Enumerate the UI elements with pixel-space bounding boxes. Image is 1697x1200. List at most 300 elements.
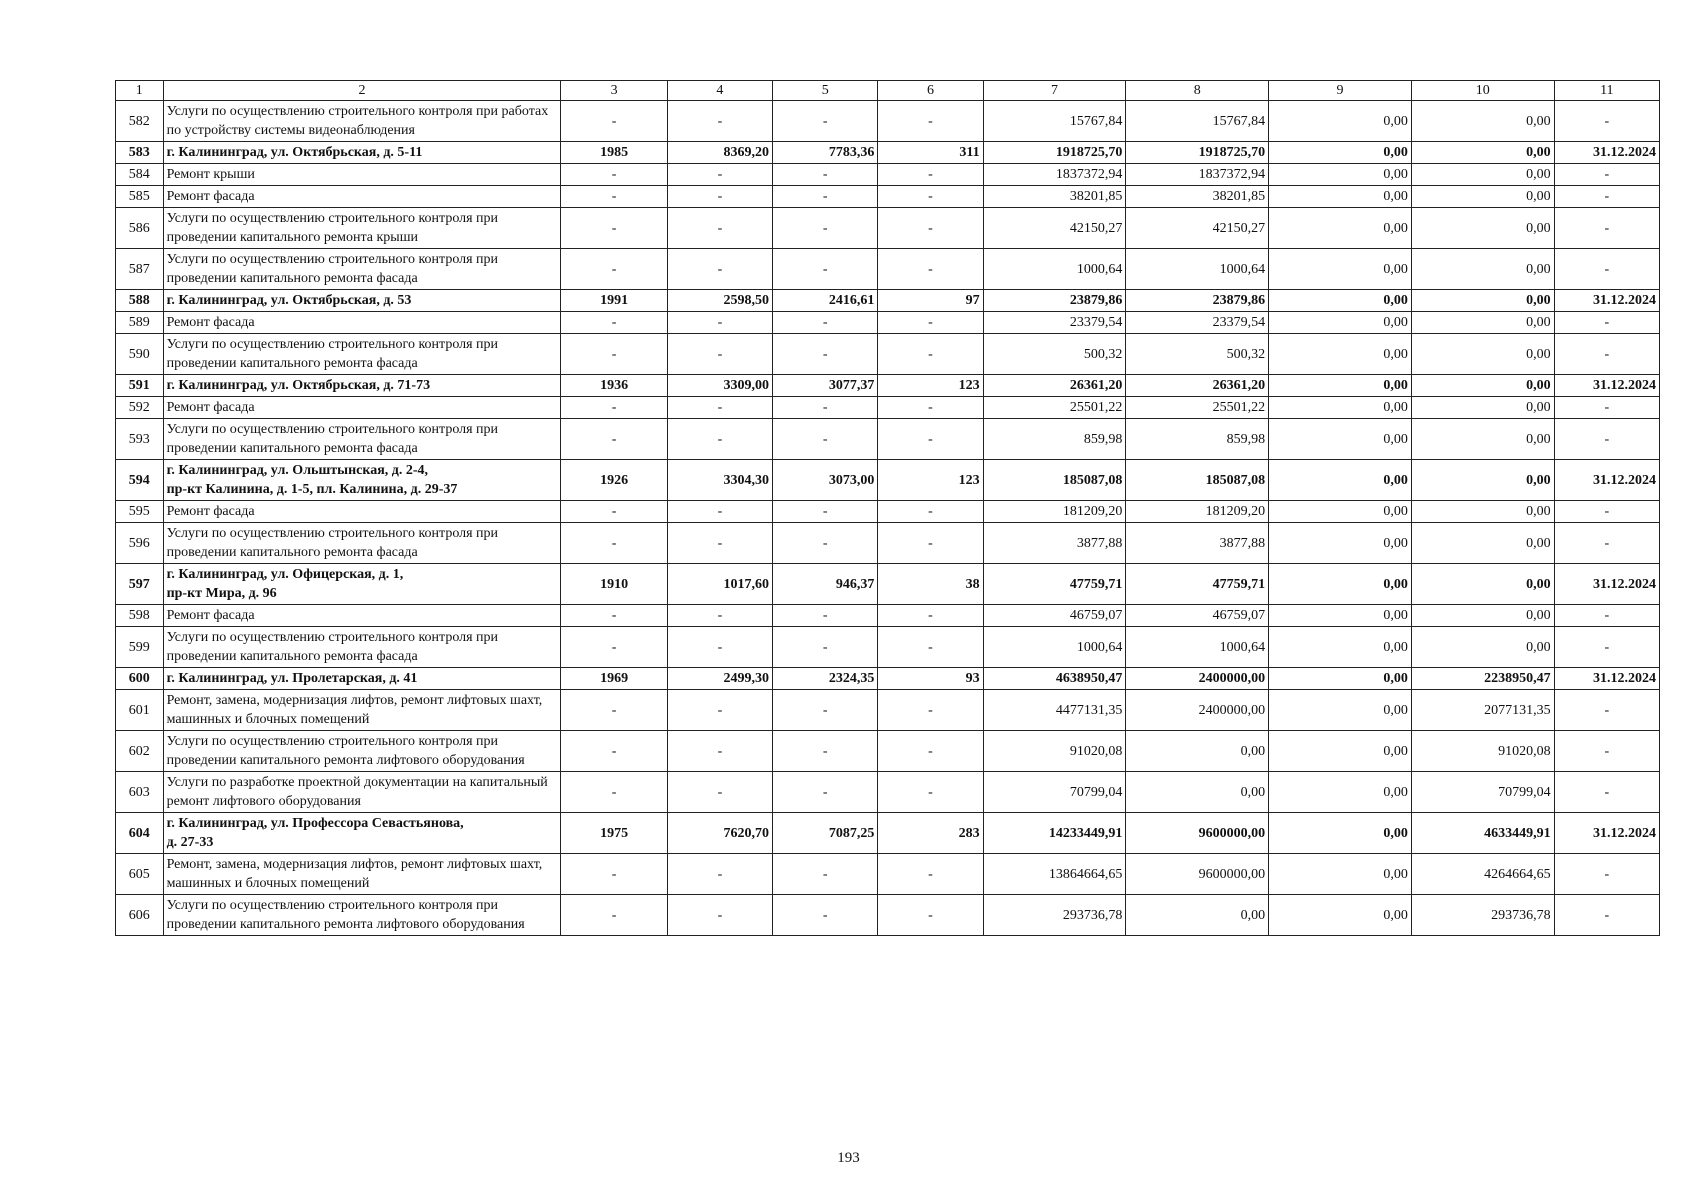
owner-cost: 91020,08 — [1411, 731, 1554, 772]
total-cost: 3877,88 — [983, 523, 1126, 564]
owner-cost: 4633449,91 — [1411, 813, 1554, 854]
year-built: 1969 — [561, 668, 667, 690]
budget-cost: 0,00 — [1269, 164, 1412, 186]
completion-date: - — [1554, 101, 1659, 142]
row-number: 588 — [116, 290, 164, 312]
fund-cost: 38201,85 — [1126, 186, 1269, 208]
total-area: - — [667, 523, 772, 564]
residential-area: 7087,25 — [773, 813, 878, 854]
residential-area: 2416,61 — [773, 290, 878, 312]
residential-area: 2324,35 — [773, 668, 878, 690]
fund-cost: 46759,07 — [1126, 605, 1269, 627]
owner-cost: 0,00 — [1411, 249, 1554, 290]
table-row — [116, 208, 1660, 249]
total-area: - — [667, 419, 772, 460]
row-name: Ремонт, замена, модернизация лифтов, ремонт лифтовых шахт, машинных и блочных помещений — [163, 690, 561, 731]
total-cost: 46759,07 — [983, 605, 1126, 627]
budget-cost: 0,00 — [1269, 772, 1412, 813]
budget-cost: 0,00 — [1269, 564, 1412, 605]
budget-cost: 0,00 — [1269, 523, 1412, 564]
total-area: 3304,30 — [667, 460, 772, 501]
completion-date: 31.12.2024 — [1554, 290, 1659, 312]
total-cost: 13864664,65 — [983, 854, 1126, 895]
year-built: - — [561, 101, 667, 142]
budget-cost: 0,00 — [1269, 605, 1412, 627]
budget-cost: 0,00 — [1269, 460, 1412, 501]
year-built: - — [561, 312, 667, 334]
row-name: Ремонт крыши — [163, 164, 561, 186]
owner-cost: 0,00 — [1411, 142, 1554, 164]
fund-cost: 26361,20 — [1126, 375, 1269, 397]
owner-cost: 0,00 — [1411, 186, 1554, 208]
year-built: - — [561, 419, 667, 460]
residents-count: 97 — [878, 290, 983, 312]
completion-date: - — [1554, 690, 1659, 731]
total-area: 8369,20 — [667, 142, 772, 164]
residential-area: - — [773, 334, 878, 375]
year-built: - — [561, 731, 667, 772]
table-row — [116, 397, 1660, 419]
owner-cost: 0,00 — [1411, 397, 1554, 419]
owner-cost: 2238950,47 — [1411, 668, 1554, 690]
row-name: Услуги по осуществлению строительного контроля при проведении капитального ремонта крыши — [163, 208, 561, 249]
total-area: - — [667, 731, 772, 772]
column-number: 2 — [163, 81, 561, 101]
row-number: 599 — [116, 627, 164, 668]
budget-cost: 0,00 — [1269, 731, 1412, 772]
fund-cost: 23879,86 — [1126, 290, 1269, 312]
budget-cost: 0,00 — [1269, 419, 1412, 460]
column-number: 4 — [667, 81, 772, 101]
row-name: Ремонт фасада — [163, 501, 561, 523]
row-number: 587 — [116, 249, 164, 290]
row-name: г. Калининград, ул. Октябрьская, д. 5-11 — [163, 142, 561, 164]
total-cost: 293736,78 — [983, 895, 1126, 936]
owner-cost: 0,00 — [1411, 501, 1554, 523]
total-cost: 1000,64 — [983, 627, 1126, 668]
table-row — [116, 564, 1660, 605]
total-cost: 1000,64 — [983, 249, 1126, 290]
completion-date: - — [1554, 334, 1659, 375]
total-cost: 14233449,91 — [983, 813, 1126, 854]
row-number: 603 — [116, 772, 164, 813]
table-row — [116, 895, 1660, 936]
table-row — [116, 605, 1660, 627]
year-built: 1991 — [561, 290, 667, 312]
completion-date: 31.12.2024 — [1554, 564, 1659, 605]
fund-cost: 1000,64 — [1126, 249, 1269, 290]
residential-area: 3073,00 — [773, 460, 878, 501]
total-area: 2499,30 — [667, 668, 772, 690]
owner-cost: 0,00 — [1411, 419, 1554, 460]
completion-date: - — [1554, 164, 1659, 186]
completion-date: 31.12.2024 — [1554, 375, 1659, 397]
residents-count: - — [878, 501, 983, 523]
total-area: - — [667, 895, 772, 936]
budget-cost: 0,00 — [1269, 142, 1412, 164]
residential-area: 3077,37 — [773, 375, 878, 397]
residential-area: - — [773, 186, 878, 208]
row-name: Ремонт фасада — [163, 186, 561, 208]
residents-count: - — [878, 895, 983, 936]
total-cost: 185087,08 — [983, 460, 1126, 501]
budget-cost: 0,00 — [1269, 854, 1412, 895]
total-cost: 1837372,94 — [983, 164, 1126, 186]
table-row — [116, 690, 1660, 731]
year-built: 1926 — [561, 460, 667, 501]
total-area: - — [667, 164, 772, 186]
completion-date: 31.12.2024 — [1554, 142, 1659, 164]
residents-count: - — [878, 854, 983, 895]
fund-cost: 3877,88 — [1126, 523, 1269, 564]
row-number: 602 — [116, 731, 164, 772]
row-number: 586 — [116, 208, 164, 249]
total-cost: 15767,84 — [983, 101, 1126, 142]
total-area: - — [667, 101, 772, 142]
total-area: - — [667, 772, 772, 813]
residential-area: - — [773, 101, 878, 142]
row-number: 601 — [116, 690, 164, 731]
residents-count: - — [878, 101, 983, 142]
residential-area: - — [773, 249, 878, 290]
row-number: 605 — [116, 854, 164, 895]
owner-cost: 0,00 — [1411, 312, 1554, 334]
completion-date: - — [1554, 605, 1659, 627]
row-name: Ремонт фасада — [163, 312, 561, 334]
row-number: 589 — [116, 312, 164, 334]
fund-cost: 859,98 — [1126, 419, 1269, 460]
total-area: 3309,00 — [667, 375, 772, 397]
owner-cost: 0,00 — [1411, 290, 1554, 312]
row-name: г. Калининград, ул. Октябрьская, д. 71-73 — [163, 375, 561, 397]
completion-date: - — [1554, 397, 1659, 419]
budget-cost: 0,00 — [1269, 186, 1412, 208]
table-row — [116, 101, 1660, 142]
row-name: Услуги по осуществлению строительного контроля при проведении капитального ремонта фасада — [163, 249, 561, 290]
row-number: 584 — [116, 164, 164, 186]
fund-cost: 9600000,00 — [1126, 813, 1269, 854]
completion-date: - — [1554, 854, 1659, 895]
year-built: - — [561, 895, 667, 936]
budget-cost: 0,00 — [1269, 208, 1412, 249]
row-number: 593 — [116, 419, 164, 460]
total-cost: 91020,08 — [983, 731, 1126, 772]
fund-cost: 0,00 — [1126, 772, 1269, 813]
total-area: - — [667, 249, 772, 290]
owner-cost: 0,00 — [1411, 164, 1554, 186]
fund-cost: 2400000,00 — [1126, 668, 1269, 690]
residents-count: - — [878, 523, 983, 564]
column-number: 3 — [561, 81, 667, 101]
residential-area: - — [773, 627, 878, 668]
row-number: 590 — [116, 334, 164, 375]
row-name: г. Калининград, ул. Офицерская, д. 1, пр-кт Мира, д. 96 — [163, 564, 561, 605]
total-area: - — [667, 854, 772, 895]
column-number: 6 — [878, 81, 983, 101]
total-cost: 23879,86 — [983, 290, 1126, 312]
fund-cost: 15767,84 — [1126, 101, 1269, 142]
budget-cost: 0,00 — [1269, 101, 1412, 142]
budget-cost: 0,00 — [1269, 501, 1412, 523]
residents-count: - — [878, 690, 983, 731]
year-built: - — [561, 501, 667, 523]
year-built: - — [561, 627, 667, 668]
residential-area: - — [773, 690, 878, 731]
residents-count: - — [878, 605, 983, 627]
table-row — [116, 854, 1660, 895]
residents-count: - — [878, 397, 983, 419]
year-built: 1975 — [561, 813, 667, 854]
year-built: - — [561, 208, 667, 249]
completion-date: - — [1554, 772, 1659, 813]
completion-date: - — [1554, 249, 1659, 290]
fund-cost: 23379,54 — [1126, 312, 1269, 334]
column-number: 11 — [1554, 81, 1659, 101]
total-area: - — [667, 208, 772, 249]
table-row — [116, 501, 1660, 523]
fund-cost: 500,32 — [1126, 334, 1269, 375]
residential-area: 946,37 — [773, 564, 878, 605]
column-number: 10 — [1411, 81, 1554, 101]
row-number: 591 — [116, 375, 164, 397]
table-row — [116, 419, 1660, 460]
owner-cost: 0,00 — [1411, 605, 1554, 627]
row-name: Услуги по осуществлению строительного контроля при проведении капитального ремонта лифтового оборудования — [163, 731, 561, 772]
total-cost: 4638950,47 — [983, 668, 1126, 690]
year-built: - — [561, 523, 667, 564]
residential-area: - — [773, 419, 878, 460]
row-name: г. Калининград, ул. Профессора Севастьянова, д. 27-33 — [163, 813, 561, 854]
table-row — [116, 627, 1660, 668]
total-cost: 38201,85 — [983, 186, 1126, 208]
fund-cost: 2400000,00 — [1126, 690, 1269, 731]
total-area: - — [667, 312, 772, 334]
fund-cost: 1918725,70 — [1126, 142, 1269, 164]
completion-date: - — [1554, 186, 1659, 208]
table-row — [116, 772, 1660, 813]
year-built: 1910 — [561, 564, 667, 605]
column-number: 5 — [773, 81, 878, 101]
owner-cost: 0,00 — [1411, 208, 1554, 249]
total-cost: 70799,04 — [983, 772, 1126, 813]
residential-area: - — [773, 501, 878, 523]
table-row — [116, 249, 1660, 290]
row-name: Услуги по осуществлению строительного контроля при проведении капитального ремонта фасада — [163, 334, 561, 375]
row-name: Услуги по разработке проектной документации на капитальный ремонт лифтового оборудования — [163, 772, 561, 813]
residential-area: 7783,36 — [773, 142, 878, 164]
total-area: - — [667, 334, 772, 375]
total-area: - — [667, 690, 772, 731]
residents-count: - — [878, 627, 983, 668]
row-name: Услуги по осуществлению строительного контроля при проведении капитального ремонта лифтового оборудования — [163, 895, 561, 936]
budget-cost: 0,00 — [1269, 813, 1412, 854]
owner-cost: 4264664,65 — [1411, 854, 1554, 895]
total-area: - — [667, 186, 772, 208]
row-name: Ремонт фасада — [163, 605, 561, 627]
header-row — [116, 81, 1660, 101]
budget-cost: 0,00 — [1269, 668, 1412, 690]
row-name: г. Калининград, ул. Ольштынская, д. 2-4, пр-кт Калинина, д. 1-5, пл. Калинина, д. 29-37 — [163, 460, 561, 501]
column-number: 1 — [116, 81, 164, 101]
total-area: - — [667, 605, 772, 627]
year-built: - — [561, 397, 667, 419]
table-row — [116, 290, 1660, 312]
total-cost: 23379,54 — [983, 312, 1126, 334]
residents-count: - — [878, 731, 983, 772]
residents-count: - — [878, 312, 983, 334]
total-cost: 859,98 — [983, 419, 1126, 460]
total-area: 2598,50 — [667, 290, 772, 312]
residential-area: - — [773, 208, 878, 249]
owner-cost: 70799,04 — [1411, 772, 1554, 813]
row-number: 597 — [116, 564, 164, 605]
completion-date: - — [1554, 312, 1659, 334]
row-number: 596 — [116, 523, 164, 564]
row-name: Услуги по осуществлению строительного контроля при проведении капитального ремонта фасада — [163, 523, 561, 564]
owner-cost: 0,00 — [1411, 101, 1554, 142]
residents-count: - — [878, 249, 983, 290]
table-row — [116, 186, 1660, 208]
table-row — [116, 312, 1660, 334]
year-built: - — [561, 186, 667, 208]
residents-count: 311 — [878, 142, 983, 164]
residential-area: - — [773, 523, 878, 564]
budget-cost: 0,00 — [1269, 375, 1412, 397]
row-number: 585 — [116, 186, 164, 208]
residents-count: 93 — [878, 668, 983, 690]
residents-count: - — [878, 419, 983, 460]
budget-cost: 0,00 — [1269, 290, 1412, 312]
total-cost: 25501,22 — [983, 397, 1126, 419]
budget-cost: 0,00 — [1269, 627, 1412, 668]
owner-cost: 0,00 — [1411, 627, 1554, 668]
table-row — [116, 460, 1660, 501]
column-number: 7 — [983, 81, 1126, 101]
row-number: 595 — [116, 501, 164, 523]
residential-area: - — [773, 731, 878, 772]
residential-area: - — [773, 772, 878, 813]
completion-date: - — [1554, 627, 1659, 668]
owner-cost: 2077131,35 — [1411, 690, 1554, 731]
data-table — [115, 80, 1660, 936]
residential-area: - — [773, 164, 878, 186]
completion-date: 31.12.2024 — [1554, 813, 1659, 854]
fund-cost: 0,00 — [1126, 731, 1269, 772]
table-row — [116, 668, 1660, 690]
residential-area: - — [773, 397, 878, 419]
column-number: 9 — [1269, 81, 1412, 101]
row-number: 598 — [116, 605, 164, 627]
owner-cost: 0,00 — [1411, 460, 1554, 501]
table-row — [116, 375, 1660, 397]
completion-date: - — [1554, 208, 1659, 249]
fund-cost: 42150,27 — [1126, 208, 1269, 249]
row-name: Услуги по осуществлению строительного контроля при проведении капитального ремонта фасада — [163, 419, 561, 460]
residential-area: - — [773, 854, 878, 895]
residents-count: - — [878, 164, 983, 186]
row-name: г. Калининград, ул. Пролетарская, д. 41 — [163, 668, 561, 690]
budget-cost: 0,00 — [1269, 312, 1412, 334]
completion-date: - — [1554, 419, 1659, 460]
year-built: - — [561, 249, 667, 290]
row-number: 582 — [116, 101, 164, 142]
total-area: - — [667, 397, 772, 419]
table-row — [116, 334, 1660, 375]
year-built: 1936 — [561, 375, 667, 397]
year-built: 1985 — [561, 142, 667, 164]
residents-count: - — [878, 208, 983, 249]
owner-cost: 0,00 — [1411, 334, 1554, 375]
row-name: Услуги по осуществлению строительного контроля при работах по устройству системы видеонаблюдения — [163, 101, 561, 142]
residents-count: - — [878, 772, 983, 813]
year-built: - — [561, 772, 667, 813]
row-number: 592 — [116, 397, 164, 419]
residents-count: 38 — [878, 564, 983, 605]
fund-cost: 9600000,00 — [1126, 854, 1269, 895]
fund-cost: 25501,22 — [1126, 397, 1269, 419]
row-name: Ремонт, замена, модернизация лифтов, ремонт лифтовых шахт, машинных и блочных помещений — [163, 854, 561, 895]
residents-count: 123 — [878, 460, 983, 501]
budget-cost: 0,00 — [1269, 249, 1412, 290]
owner-cost: 0,00 — [1411, 375, 1554, 397]
year-built: - — [561, 334, 667, 375]
budget-cost: 0,00 — [1269, 397, 1412, 419]
completion-date: - — [1554, 731, 1659, 772]
row-name: г. Калининград, ул. Октябрьская, д. 53 — [163, 290, 561, 312]
total-cost: 47759,71 — [983, 564, 1126, 605]
fund-cost: 0,00 — [1126, 895, 1269, 936]
owner-cost: 0,00 — [1411, 564, 1554, 605]
residents-count: - — [878, 334, 983, 375]
total-cost: 42150,27 — [983, 208, 1126, 249]
total-cost: 26361,20 — [983, 375, 1126, 397]
total-area: - — [667, 627, 772, 668]
fund-cost: 1000,64 — [1126, 627, 1269, 668]
row-name: Услуги по осуществлению строительного контроля при проведении капитального ремонта фасада — [163, 627, 561, 668]
total-area: 7620,70 — [667, 813, 772, 854]
residential-area: - — [773, 895, 878, 936]
year-built: - — [561, 605, 667, 627]
owner-cost: 0,00 — [1411, 523, 1554, 564]
table-row — [116, 142, 1660, 164]
page-number: 193 — [837, 1150, 860, 1166]
fund-cost: 1837372,94 — [1126, 164, 1269, 186]
total-cost: 181209,20 — [983, 501, 1126, 523]
residential-area: - — [773, 605, 878, 627]
total-cost: 500,32 — [983, 334, 1126, 375]
residents-count: 123 — [878, 375, 983, 397]
completion-date: - — [1554, 501, 1659, 523]
residents-count: - — [878, 186, 983, 208]
row-number: 600 — [116, 668, 164, 690]
completion-date: - — [1554, 523, 1659, 564]
owner-cost: 293736,78 — [1411, 895, 1554, 936]
total-cost: 1918725,70 — [983, 142, 1126, 164]
year-built: - — [561, 164, 667, 186]
table-row — [116, 731, 1660, 772]
completion-date: 31.12.2024 — [1554, 460, 1659, 501]
row-number: 606 — [116, 895, 164, 936]
fund-cost: 181209,20 — [1126, 501, 1269, 523]
table-row — [116, 813, 1660, 854]
residential-area: - — [773, 312, 878, 334]
year-built: - — [561, 854, 667, 895]
completion-date: 31.12.2024 — [1554, 668, 1659, 690]
row-number: 594 — [116, 460, 164, 501]
completion-date: - — [1554, 895, 1659, 936]
budget-cost: 0,00 — [1269, 895, 1412, 936]
row-number: 583 — [116, 142, 164, 164]
